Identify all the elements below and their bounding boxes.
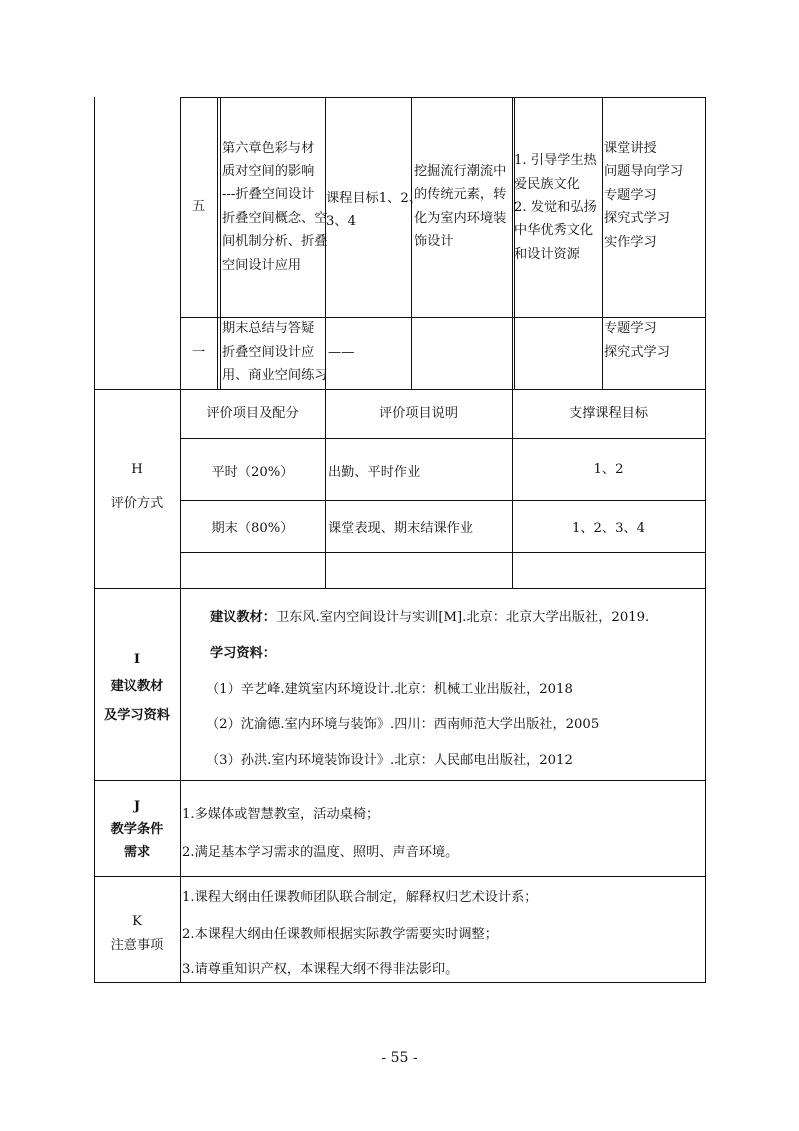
condition-item: 2.满足基本学习需求的温度、照明、声音环境。: [182, 845, 459, 860]
reference-item: （1）辛艺峰.建筑室内环境设计.北京：机械工业出版社，2018: [206, 682, 573, 697]
note-item: 2.本课程大纲由任课教师根据实际教学需要实时调整；: [182, 927, 498, 942]
textbook-label: 建议教材：: [210, 610, 276, 625]
refs-label: 学习资料：: [210, 646, 276, 661]
condition-item: 1.多媒体或智慧教室，活动桌椅；: [182, 807, 380, 822]
note-item: 1.课程大纲由任课教师团队联合制定，解释权归艺术设计系；: [182, 890, 538, 905]
schedule-objective-6: ——: [328, 345, 355, 360]
schedule-week-6: 一: [192, 345, 206, 360]
note-item: 3.请尊重知识产权，本课程大纲不得非法影印。: [182, 962, 459, 977]
textbook-line: [210, 608, 649, 628]
reference-item: （2）沈渝德.室内环境与装饰》.四川：西南师范大学出版社，2005: [206, 717, 600, 732]
schedule-week-5: 五: [192, 199, 206, 214]
reference-item: （3）孙洪.室内环境装饰设计》.北京：人民邮电出版社，2012: [206, 753, 573, 768]
textbook-value: 卫东风.室内空间设计与实训[M].北京：北京大学出版社，2019.: [275, 610, 650, 625]
page-number: - 55 -: [381, 1050, 418, 1066]
